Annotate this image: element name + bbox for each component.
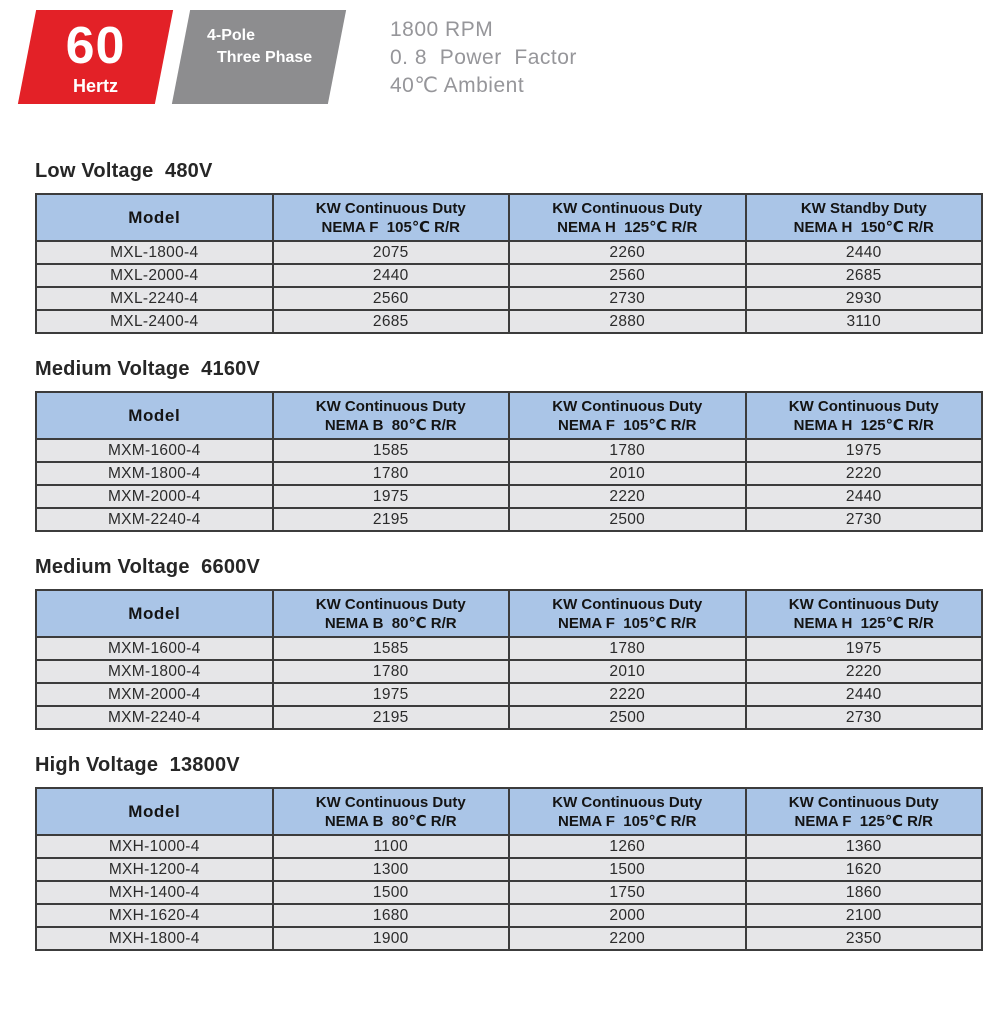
column-header-line: KW Continuous Duty [552,199,703,217]
kw-cell: 2220 [509,485,746,508]
phase-label: Three Phase [217,49,313,66]
kw-cell: 2220 [746,462,983,485]
frequency-badge [27,10,164,104]
column-header-line: NEMA H 150℃ R/R [793,218,934,236]
column-header-line: KW Continuous Duty [788,793,939,811]
model-cell: MXM-1800-4 [36,462,273,485]
model-cell: MXH-1000-4 [36,835,273,858]
table-row [36,485,982,508]
table-header [36,590,982,637]
model-cell: MXM-2000-4 [36,683,273,706]
table-row [36,706,982,729]
model-cell: MXL-2400-4 [36,310,273,333]
column-header-line: KW Continuous Duty [315,199,466,217]
column-header-kw-continuous-b80 [273,392,510,439]
column-header-kw-continuous-b80 [273,590,510,637]
kw-cell: 1780 [509,439,746,462]
frequency-badge-text [27,10,164,104]
column-header-line: Model [128,604,181,623]
column-header-model [36,194,273,241]
column-header-line: NEMA H 125℃ R/R [557,218,698,236]
model-cell: MXL-2000-4 [36,264,273,287]
kw-cell: 2440 [746,241,983,264]
table-row [36,637,982,660]
column-header-kw-continuous-h125 [746,392,983,439]
table-header [36,194,982,241]
column-header-line: NEMA F 105℃ R/R [558,812,697,830]
column-header-kw-continuous-f105 [273,194,510,241]
column-header-line: NEMA F 105℃ R/R [558,614,697,632]
kw-cell: 2010 [509,462,746,485]
kw-cell: 1585 [273,637,510,660]
model-cell: MXM-2240-4 [36,706,273,729]
table-row [36,904,982,927]
column-header-line: NEMA F 125℃ R/R [794,812,933,830]
kw-cell: 2075 [273,241,510,264]
kw-cell: 2560 [509,264,746,287]
spec-rpm: 1800 RPM [390,18,494,41]
section-medium-voltage-6600v [35,556,1005,730]
medium-voltage-4160v-table [35,391,983,532]
kw-cell: 2220 [746,660,983,683]
model-cell: MXH-1620-4 [36,904,273,927]
table-row [36,310,982,333]
table-header [36,392,982,439]
high-voltage-13800v-table [35,787,983,951]
kw-cell: 1975 [273,485,510,508]
table-row [36,264,982,287]
kw-cell: 2880 [509,310,746,333]
kw-cell: 1585 [273,439,510,462]
column-header-line: KW Continuous Duty [552,595,703,613]
frequency-unit: Hertz [72,76,118,96]
kw-cell: 1100 [273,835,510,858]
section-medium-voltage-4160v [35,358,1005,532]
kw-cell: 2195 [273,508,510,531]
model-cell: MXM-1600-4 [36,439,273,462]
kw-cell: 1500 [509,858,746,881]
kw-cell: 2500 [509,508,746,531]
model-cell: MXM-1600-4 [36,637,273,660]
column-header-kw-continuous-f105 [509,392,746,439]
table-row [36,660,982,683]
column-header-kw-continuous-b80 [273,788,510,835]
column-header-line: KW Continuous Duty [315,595,466,613]
frequency-value: 60 [65,17,126,75]
kw-cell: 2000 [509,904,746,927]
column-header-model [36,788,273,835]
kw-cell: 1680 [273,904,510,927]
model-cell: MXM-2000-4 [36,485,273,508]
column-header-line: NEMA H 125℃ R/R [793,614,934,632]
column-header-kw-continuous-f125 [746,788,983,835]
kw-cell: 1780 [273,660,510,683]
kw-cell: 2220 [509,683,746,706]
kw-cell: 2195 [273,706,510,729]
kw-cell: 1260 [509,835,746,858]
kw-cell: 2440 [746,683,983,706]
low-voltage-480v-table [35,193,983,334]
kw-cell: 2440 [273,264,510,287]
column-header-line: KW Continuous Duty [315,397,466,415]
spec-power-factor: 0. 8 Power Factor [390,46,577,69]
table-body [36,637,982,729]
kw-cell: 2685 [746,264,983,287]
kw-cell: 2730 [746,508,983,531]
spec-tables [0,160,1005,951]
column-header-line: KW Continuous Duty [788,595,939,613]
table-body [36,241,982,333]
pole-phase-badge-text [181,10,337,104]
kw-cell: 1750 [509,881,746,904]
kw-cell: 1900 [273,927,510,950]
section-title: High Voltage 13800V [35,754,240,776]
table-row [36,683,982,706]
kw-cell: 2560 [273,287,510,310]
table-row [36,835,982,858]
kw-cell: 1620 [746,858,983,881]
column-header-line: NEMA B 80℃ R/R [324,416,457,434]
kw-cell: 1360 [746,835,983,858]
kw-cell: 2200 [509,927,746,950]
kw-cell: 2930 [746,287,983,310]
header-row [36,392,982,439]
table-row [36,462,982,485]
kw-cell: 2500 [509,706,746,729]
kw-cell: 1975 [746,637,983,660]
kw-cell: 2010 [509,660,746,683]
table-body [36,835,982,950]
kw-cell: 2685 [273,310,510,333]
table-row [36,439,982,462]
kw-cell: 2260 [509,241,746,264]
medium-voltage-6600v-table [35,589,983,730]
model-cell: MXH-1200-4 [36,858,273,881]
column-header-line: NEMA F 105℃ R/R [558,416,697,434]
column-header-line: KW Continuous Duty [315,793,466,811]
column-header-line: Model [128,802,181,821]
column-header-line: NEMA B 80℃ R/R [324,812,457,830]
column-header-line: KW Continuous Duty [788,397,939,415]
table-row [36,287,982,310]
section-low-voltage-480v [35,160,1005,334]
page-header [0,0,1005,118]
kw-cell: 2350 [746,927,983,950]
column-header-line: NEMA B 80℃ R/R [324,614,457,632]
column-header-line: KW Continuous Duty [552,397,703,415]
kw-cell: 1975 [746,439,983,462]
section-high-voltage-13800v [35,754,1005,951]
pole-label: 4-Pole [207,27,256,44]
kw-cell: 2440 [746,485,983,508]
pole-phase-badge [181,10,337,104]
header-row [36,590,982,637]
column-header-line: KW Continuous Duty [552,793,703,811]
model-cell: MXH-1800-4 [36,927,273,950]
model-cell: MXL-1800-4 [36,241,273,264]
table-header [36,788,982,835]
section-title: Low Voltage 480V [35,160,213,182]
header-row [36,788,982,835]
kw-cell: 1300 [273,858,510,881]
model-cell: MXL-2240-4 [36,287,273,310]
kw-cell: 2730 [746,706,983,729]
kw-cell: 2730 [509,287,746,310]
model-cell: MXH-1400-4 [36,881,273,904]
table-row [36,508,982,531]
column-header-line: Model [128,208,181,227]
model-cell: MXM-1800-4 [36,660,273,683]
column-header-kw-continuous-f105 [509,590,746,637]
column-header-model [36,590,273,637]
column-header-line: KW Standby Duty [800,199,927,217]
column-header-kw-standby-h150 [746,194,983,241]
column-header-kw-continuous-f105 [509,788,746,835]
operating-specs [390,16,577,100]
kw-cell: 1975 [273,683,510,706]
header-row [36,194,982,241]
section-title: Medium Voltage 6600V [35,556,261,578]
table-row [36,881,982,904]
column-header-kw-continuous-h125 [509,194,746,241]
kw-cell: 1860 [746,881,983,904]
table-row [36,241,982,264]
kw-cell: 1780 [273,462,510,485]
column-header-model [36,392,273,439]
column-header-line: NEMA F 105℃ R/R [321,218,460,236]
kw-cell: 1780 [509,637,746,660]
kw-cell: 1500 [273,881,510,904]
spec-ambient: 40℃ Ambient [390,74,525,97]
section-title: Medium Voltage 4160V [35,358,261,380]
table-row [36,858,982,881]
table-body [36,439,982,531]
table-row [36,927,982,950]
column-header-line: NEMA H 125℃ R/R [793,416,934,434]
column-header-kw-continuous-h125 [746,590,983,637]
kw-cell: 2100 [746,904,983,927]
kw-cell: 3110 [746,310,983,333]
model-cell: MXM-2240-4 [36,508,273,531]
column-header-line: Model [128,406,181,425]
